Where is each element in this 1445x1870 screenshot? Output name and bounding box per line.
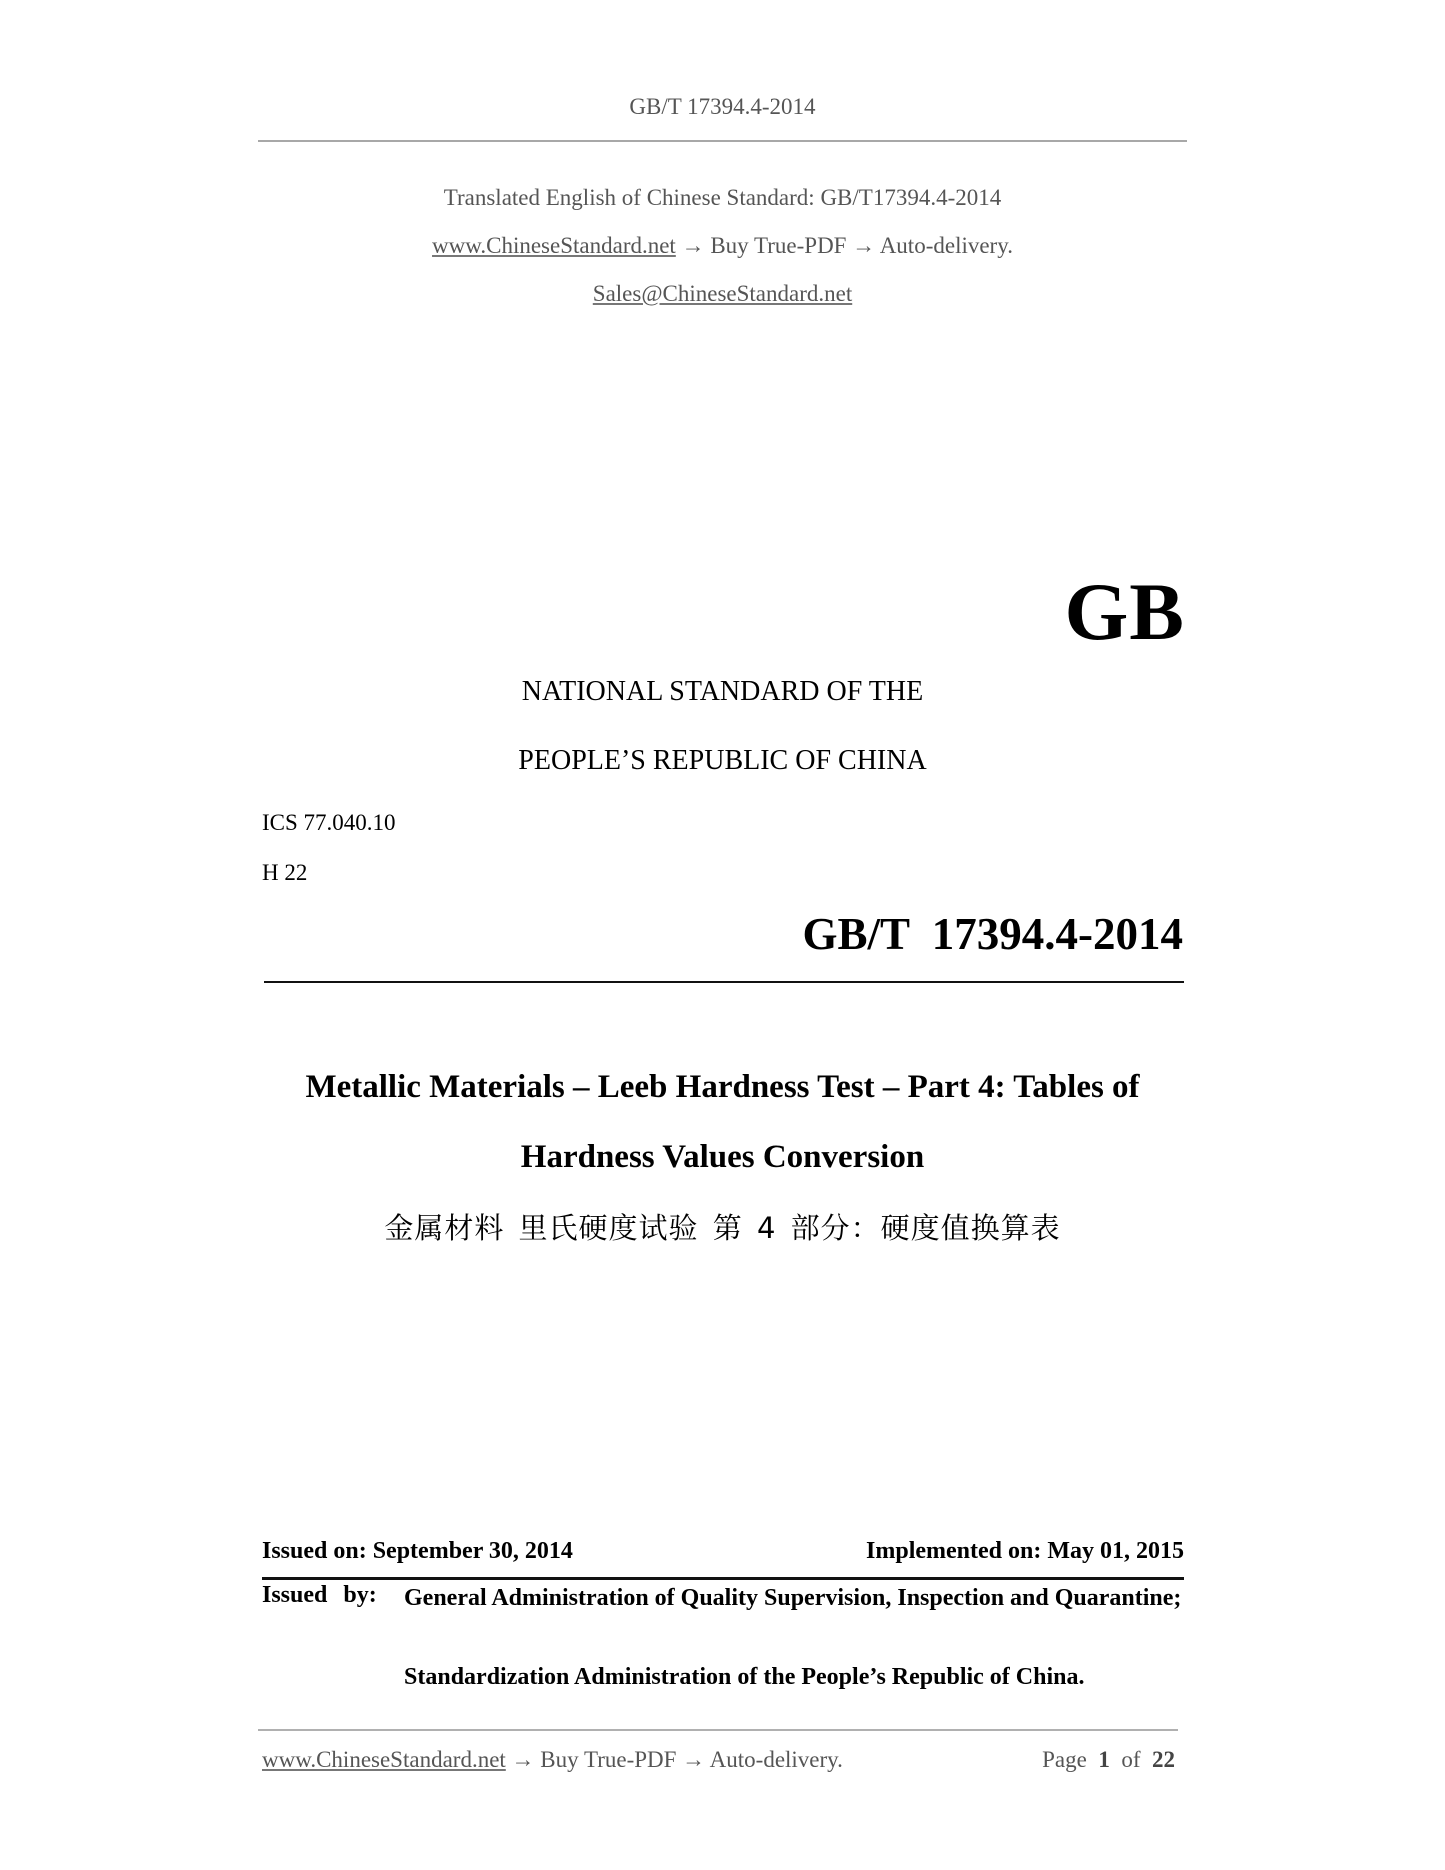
issued-on-date: Issued on: September 30, 2014 [262, 1538, 573, 1564]
header-divider [258, 140, 1187, 142]
national-standard-line1: NATIONAL STANDARD OF THE [521, 676, 924, 707]
website-link[interactable]: www.ChineseStandard.net [432, 233, 676, 258]
national-standard-line2: PEOPLE’S REPUBLIC OF CHINA [518, 745, 927, 776]
title-en-line1: Metallic Materials – Leeb Hardness Test – Part 4: Tables of [305, 1069, 1140, 1105]
issuance-dates [262, 1538, 1184, 1565]
gb-logo-mark: GB [1064, 566, 1185, 657]
footer-delivery-text: → Buy True-PDF → Auto-delivery. [505, 1747, 843, 1772]
issuance-divider [262, 1577, 1184, 1580]
running-header-code: GB/T 17394.4-2014 [629, 94, 816, 119]
purchase-line [0, 233, 1445, 259]
issuer-sac: Standardization Administration of the People’s Republic of China. [404, 1664, 1085, 1690]
standard-number-divider [264, 981, 1184, 983]
page-total: 22 [1152, 1747, 1175, 1772]
purchase-text: → Buy True-PDF → Auto-delivery. [675, 233, 1013, 258]
footer-website-link[interactable]: www.ChineseStandard.net [262, 1747, 506, 1772]
page-label: Page [1042, 1747, 1087, 1772]
ccs-code: H 22 [262, 860, 308, 885]
translation-notice: Translated English of Chinese Standard: GB/T17394.4-2014 [443, 185, 1002, 210]
title-cn: 金属材料 里氏硬度试验 第 4 部分：硬度值换算表 [384, 1211, 1061, 1245]
page-of-label: of [1121, 1747, 1141, 1772]
issued-by-label: Issued by: [262, 1582, 377, 1608]
issuer-aqsiq: General Administration of Quality Supervision, Inspection and Quarantine; [404, 1585, 1182, 1611]
email-line [0, 281, 1445, 307]
page-current: 1 [1098, 1747, 1110, 1772]
title-en-line2: Hardness Values Conversion [520, 1139, 925, 1175]
standard-number: GB/T 17394.4-2014 [802, 909, 1183, 959]
implemented-on-date: Implemented on: May 01, 2015 [866, 1538, 1184, 1564]
page-indicator [1042, 1747, 1175, 1773]
sales-email-link[interactable]: Sales@ChineseStandard.net [592, 281, 853, 306]
ics-code: ICS 77.040.10 [262, 810, 396, 835]
footer-purchase-line [262, 1747, 843, 1773]
footer-divider [258, 1729, 1178, 1731]
